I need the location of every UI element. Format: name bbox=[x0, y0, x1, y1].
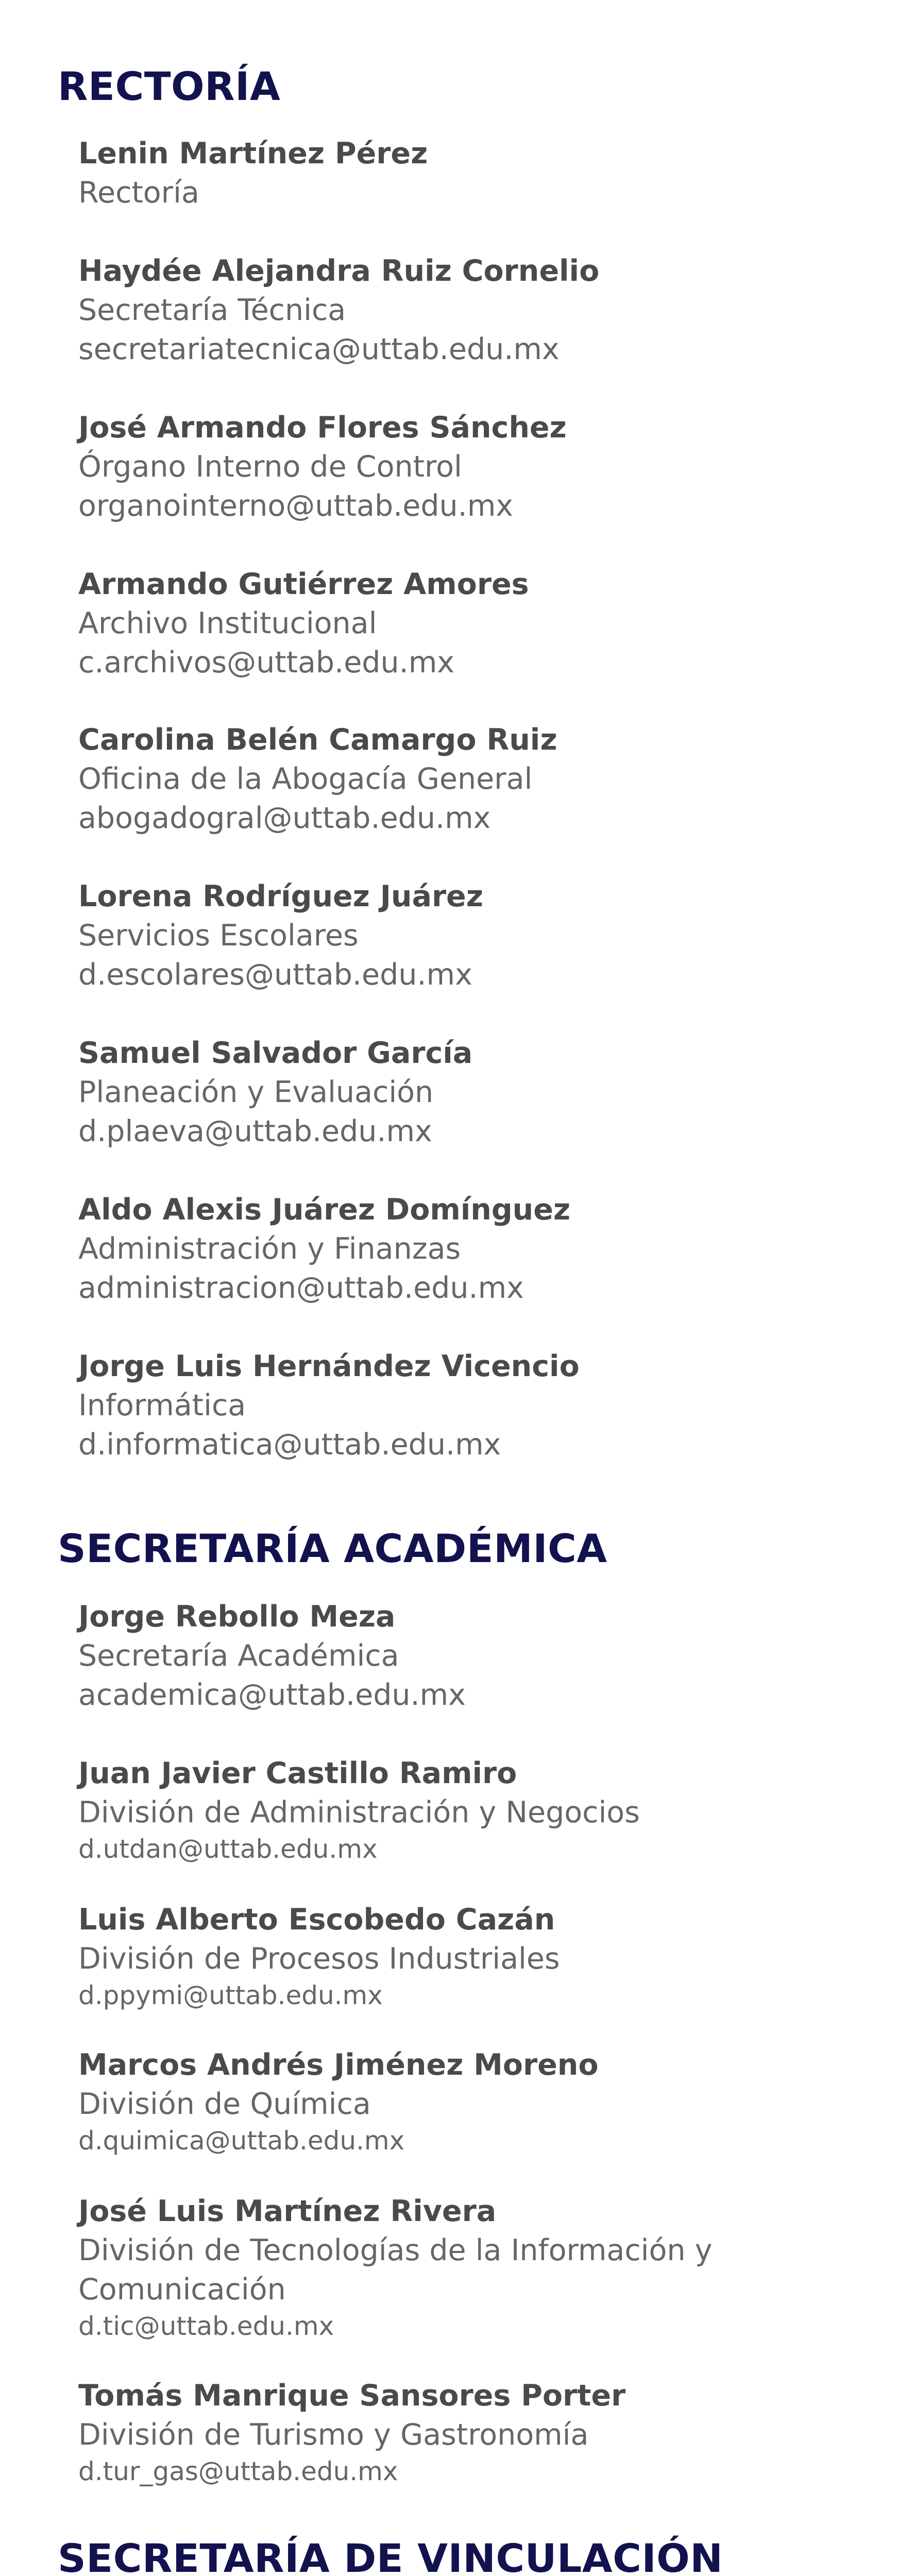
person-name: Lorena Rodríguez Juárez bbox=[78, 879, 483, 913]
email-link[interactable]: d.utdan@uttab.edu.mx bbox=[78, 1834, 378, 1864]
directory-entry bbox=[78, 720, 872, 838]
person-role: División de Turismo y Gastronomía bbox=[78, 2418, 589, 2452]
email-link[interactable]: c.archivos@uttab.edu.mx bbox=[78, 646, 454, 680]
person-role: Archivo Institucional bbox=[78, 606, 377, 640]
directory-entry bbox=[78, 134, 872, 212]
directory-entry bbox=[78, 877, 872, 994]
section-title: RECTORÍA bbox=[58, 63, 281, 109]
directory-entry bbox=[78, 2192, 800, 2343]
person-name: José Luis Martínez Rivera bbox=[78, 2194, 497, 2228]
person-name: Jorge Luis Hernández Vicencio bbox=[78, 1349, 580, 1383]
directory-entry bbox=[78, 408, 872, 526]
person-role: Secretaría Académica bbox=[78, 1639, 399, 1673]
email-link[interactable]: administracion@uttab.edu.mx bbox=[78, 1271, 524, 1305]
email-link[interactable]: d.escolares@uttab.edu.mx bbox=[78, 958, 472, 992]
person-name: Haydée Alejandra Ruiz Cornelio bbox=[78, 254, 600, 288]
section-title: SECRETARÍA ACADÉMICA bbox=[58, 1526, 607, 1571]
person-name: Luis Alberto Escobedo Cazán bbox=[78, 1903, 555, 1937]
email-link[interactable]: organointerno@uttab.edu.mx bbox=[78, 489, 514, 523]
person-role: Rectoría bbox=[78, 176, 199, 210]
section-title: SECRETARÍA DE VINCULACIÓN bbox=[58, 2535, 723, 2576]
person-name: Tomás Manrique Sansores Porter bbox=[78, 2379, 626, 2413]
person-role: División de Administración y Negocios bbox=[78, 1795, 640, 1829]
person-name: Aldo Alexis Juárez Domínguez bbox=[78, 1193, 571, 1227]
person-name: Samuel Salvador García bbox=[78, 1036, 473, 1070]
person-role: División de Tecnologías de la Información y Comunicación bbox=[78, 2233, 713, 2307]
directory-entry bbox=[78, 1597, 872, 1715]
email-link[interactable]: d.ppymi@uttab.edu.mx bbox=[78, 1980, 383, 2010]
person-name: Carolina Belén Camargo Ruiz bbox=[78, 723, 557, 757]
person-role: Órgano Interno de Control bbox=[78, 450, 462, 484]
person-role: Secretaría Técnica bbox=[78, 293, 346, 327]
person-name: Marcos Andrés Jiménez Moreno bbox=[78, 2048, 599, 2082]
person-role: División de Química bbox=[78, 2087, 371, 2121]
directory-entry bbox=[78, 1033, 872, 1151]
email-link[interactable]: d.plaeva@uttab.edu.mx bbox=[78, 1114, 432, 1148]
person-role: Oficina de la Abogacía General bbox=[78, 762, 533, 796]
person-name: Jorge Rebollo Meza bbox=[78, 1600, 396, 1634]
email-link[interactable]: secretariatecnica@uttab.edu.mx bbox=[78, 332, 560, 366]
email-link[interactable]: d.informatica@uttab.edu.mx bbox=[78, 1428, 501, 1462]
person-role: Administración y Finanzas bbox=[78, 1232, 461, 1266]
directory-entry bbox=[78, 1900, 872, 2012]
email-link[interactable]: abogadogral@uttab.edu.mx bbox=[78, 801, 491, 835]
person-name: Juan Javier Castillo Ramiro bbox=[78, 1756, 517, 1790]
directory-entry bbox=[78, 1754, 872, 1866]
email-link[interactable]: d.tic@uttab.edu.mx bbox=[78, 2311, 334, 2341]
person-role: Informática bbox=[78, 1388, 246, 1422]
person-role: Planeación y Evaluación bbox=[78, 1075, 434, 1109]
person-name: Lenin Martínez Pérez bbox=[78, 137, 428, 171]
person-name: José Armando Flores Sánchez bbox=[78, 411, 567, 445]
email-link[interactable]: d.tur_gas@uttab.edu.mx bbox=[78, 2456, 398, 2486]
email-link[interactable]: d.quimica@uttab.edu.mx bbox=[78, 2126, 405, 2156]
person-name: Armando Gutiérrez Amores bbox=[78, 567, 529, 601]
directory-entry bbox=[78, 1190, 872, 1308]
person-role: División de Procesos Industriales bbox=[78, 1942, 560, 1976]
person-role: Servicios Escolares bbox=[78, 919, 359, 953]
directory-entry bbox=[78, 2045, 872, 2158]
directory-entry bbox=[78, 2376, 872, 2488]
directory-entry bbox=[78, 565, 872, 682]
directory-entry bbox=[78, 251, 872, 369]
directory-entry bbox=[78, 1347, 872, 1464]
email-link[interactable]: academica@uttab.edu.mx bbox=[78, 1678, 466, 1712]
